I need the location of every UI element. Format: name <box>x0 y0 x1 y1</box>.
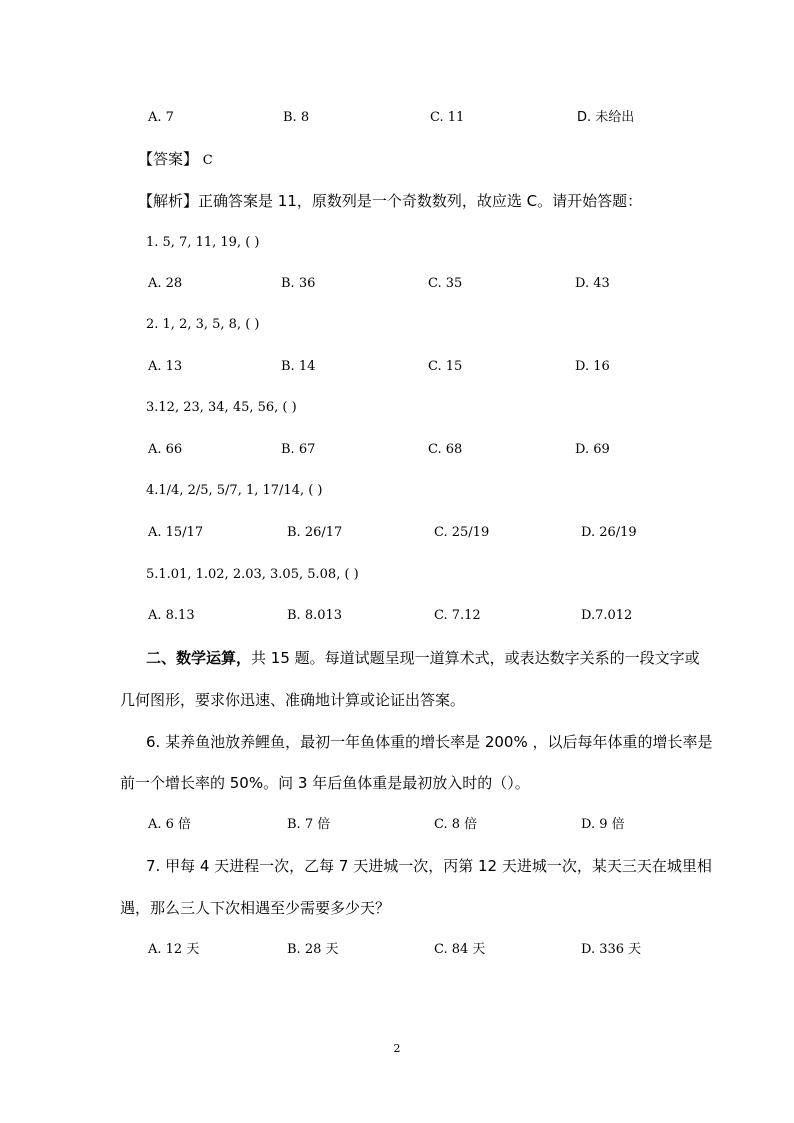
option-d: D. 9 倍 <box>581 817 625 832</box>
option-d: D. 未给出 <box>577 110 635 125</box>
question-2-stem: 2. 1, 2, 3, 5, 8, ( ) <box>146 317 260 332</box>
answer-line <box>138 150 213 170</box>
option-d: D. 43 <box>575 276 610 291</box>
question-4-stem: 4.1/4, 2/5, 5/7, 1, 17/14, ( ) <box>146 483 323 498</box>
option-d: D. 26/19 <box>581 525 637 540</box>
option-a: A. 13 <box>148 359 183 374</box>
option-b: B. 8.013 <box>287 608 343 623</box>
question-3-stem: 3.12, 23, 34, 45, 56, ( ) <box>146 400 297 415</box>
option-c: C. 25/19 <box>434 525 490 540</box>
option-d: D. 336 天 <box>581 942 642 957</box>
analysis-text: 正确答案是 11，原数列是一个奇数数列，故应选 C。请开始答题： <box>198 192 643 210</box>
question-4-options <box>0 524 794 542</box>
question-6-options <box>0 816 794 834</box>
option-c: C. 84 天 <box>434 942 486 957</box>
option-a: A. 12 天 <box>148 942 200 957</box>
option-a: A. 8.13 <box>148 608 195 623</box>
option-c: C. 8 倍 <box>434 817 478 832</box>
option-c: C. 15 <box>428 359 463 374</box>
option-a: A. 28 <box>148 276 183 291</box>
section-2-intro-line-1 <box>146 649 700 667</box>
question-1-stem: 1. 5, 7, 11, 19, ( ) <box>146 235 260 250</box>
question-7-stem-line-1: 7. 甲每 4 天进程一次，乙每 7 天进城一次，丙第 12 天进城一次，某天三天在城里相 <box>146 857 712 875</box>
option-c: C. 7.12 <box>434 608 481 623</box>
option-c: C. 68 <box>428 442 463 457</box>
option-b: B. 28 天 <box>287 942 339 957</box>
analysis-label: 【解析】 <box>138 192 199 210</box>
question-6-stem-line-1: 6. 某养鱼池放养鲤鱼，最初一年鱼体重的增长率是 200% ，以后每年体重的增长率是 <box>146 733 713 751</box>
option-b: B. 67 <box>281 442 316 457</box>
answer-value: C <box>202 153 213 168</box>
page-number: 2 <box>393 1042 401 1055</box>
analysis-line <box>138 192 642 210</box>
section-2-intro-line-2: 几何图形，要求你迅速、准确地计算或论证出答案。 <box>120 691 466 709</box>
option-b: B. 14 <box>281 359 316 374</box>
option-b: B. 8 <box>283 110 310 125</box>
question-5-stem: 5.1.01, 1.02, 2.03, 3.05, 5.08, ( ) <box>146 567 359 582</box>
question-7-stem-line-2: 遇，那么三人下次相遇至少需要多少天？ <box>120 899 391 917</box>
option-c: C. 35 <box>428 276 463 291</box>
question-2-options <box>0 358 794 376</box>
options-row <box>0 109 794 127</box>
answer-label: 【答案】 <box>138 150 199 168</box>
option-a: A. 7 <box>148 110 174 125</box>
option-a: A. 15/17 <box>148 525 204 540</box>
option-b: B. 36 <box>281 276 316 291</box>
option-a: A. 66 <box>148 442 183 457</box>
question-6-stem-line-2: 前一个增长率的 50%。问 3 年后鱼体重是最初放入时的（）。 <box>120 774 530 792</box>
option-d: D. 16 <box>575 359 610 374</box>
option-d: D.7.012 <box>581 608 633 623</box>
option-c: C. 11 <box>430 110 465 125</box>
option-d: D. 69 <box>575 442 610 457</box>
question-5-options <box>0 607 794 625</box>
question-1-options <box>0 275 794 293</box>
section-2-description: 共 15 题。每道试题呈现一道算术式，或表达数字关系的一段文字或 <box>251 649 700 667</box>
question-7-options <box>0 941 794 959</box>
option-b: B. 7 倍 <box>287 817 331 832</box>
section-2-title: 二、数学运算， <box>146 649 252 667</box>
option-b: B. 26/17 <box>287 525 343 540</box>
question-3-options <box>0 441 794 459</box>
option-a: A. 6 倍 <box>148 817 192 832</box>
